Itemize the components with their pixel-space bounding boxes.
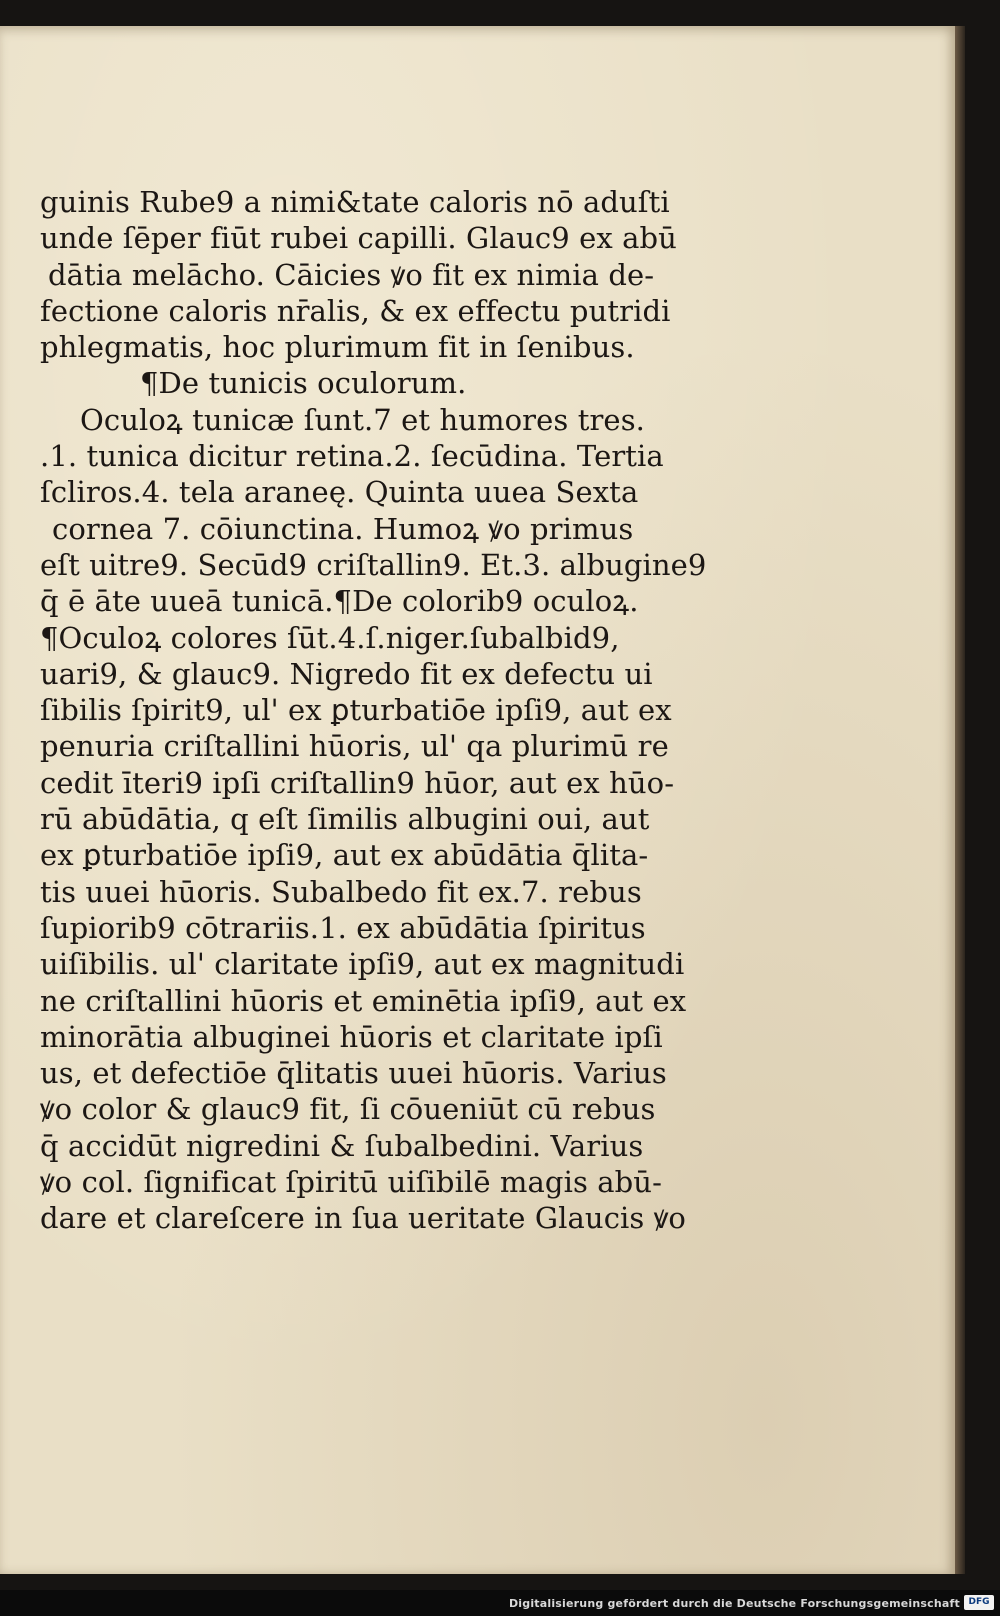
text-line: ex ꝑturbatiōe ipſi9, aut ex abūdātia q̄lita- [40,838,649,873]
text-line: ſibilis ſpirit9, ul' ex ꝑturbatiōe ipſi9, aut ex [40,693,672,728]
text-line: q̄ accidūt nigredini & ſubalbedini. Varius [40,1128,644,1163]
funding-credit: Digitalisierung gefördert durch die Deutsche Forschungsgemeinschaft [508,1597,960,1610]
text-line: guinis Rube9 a nimi&tate caloris nō aduſti [40,185,670,219]
text-line: us, et defectiōe q̄litatis uuei hūoris. Varius [40,1056,667,1091]
text-line: cedit īteri9 ipſi criſtallin9 hūor, aut ex hūo- [40,765,675,800]
page-text [40,184,707,1237]
text-line: .1. tunica dicitur retina.2. ſecūdina. Tertia [40,439,664,474]
dfg-logo-icon: DFG [964,1595,994,1610]
section-heading: ¶De tunicis oculorum. [140,366,467,401]
text-line: unde ſēper fiūt rubei capilli. Glauc9 ex abū [40,221,677,256]
text-line: rū abūdātia, q eſt ſimilis albugini oui, aut [40,802,650,837]
page-edge-shadow [955,26,965,1574]
text-line: cornea 7. cōiunctina. Humoꝝ ꝟo primus [52,511,634,546]
text-line: ſupiorib9 cōtrariis.1. ex abūdātia ſpiritus [40,910,646,945]
text-line: minorātia albuginei hūoris et claritate ipſi [40,1019,663,1054]
book-page [0,26,955,1574]
text-line: ſcliros.4. tela araneę. Quinta uuea Sexta [40,475,639,510]
text-line: ¶Oculoꝝ colores ſūt.4.ſ.niger.ſubalbid9, [40,620,620,655]
text-line: phlegmatis, hoc plurimum fit in ſenibus. [40,330,635,365]
text-line: dātia melācho. Cāicies ꝟo fit ex nimia de- [48,257,655,292]
text-line: tis uuei hūoris. Subalbedo fit ex.7. rebus [40,874,642,909]
text-line: q̄ ē āte uueā tunicā.¶De colorib9 oculoꝝ. [40,584,639,619]
text-line: ꝟo col. ſignificat ſpiritū uiſibilē magis abū- [40,1165,662,1200]
text-line: eſt uitre9. Secūd9 criſtallin9. Et.3. albugine9 [40,547,707,582]
text-line: Oculoꝝ tunicæ ſunt.7 et humores tres. [80,402,645,437]
text-line: ne criſtallini hūoris et eminētia ipſi9, aut ex [40,983,687,1018]
text-line: dare et clareſcere in ſua ueritate Glaucis ꝟo [40,1201,686,1236]
text-line: uiſibilis. ul' claritate ipſi9, aut ex magnitudi [40,947,685,982]
text-line: penuria criſtallini hūoris, ul' qa plurimū re [40,729,669,764]
text-line: ꝟo color & glauc9 fit, ſi cōueniūt cū rebus [40,1092,656,1127]
text-line: uari9, & glauc9. Nigredo fit ex defectu ui [40,656,653,691]
text-line: fectione caloris nr̄alis, & ex effectu putridi [40,293,671,328]
